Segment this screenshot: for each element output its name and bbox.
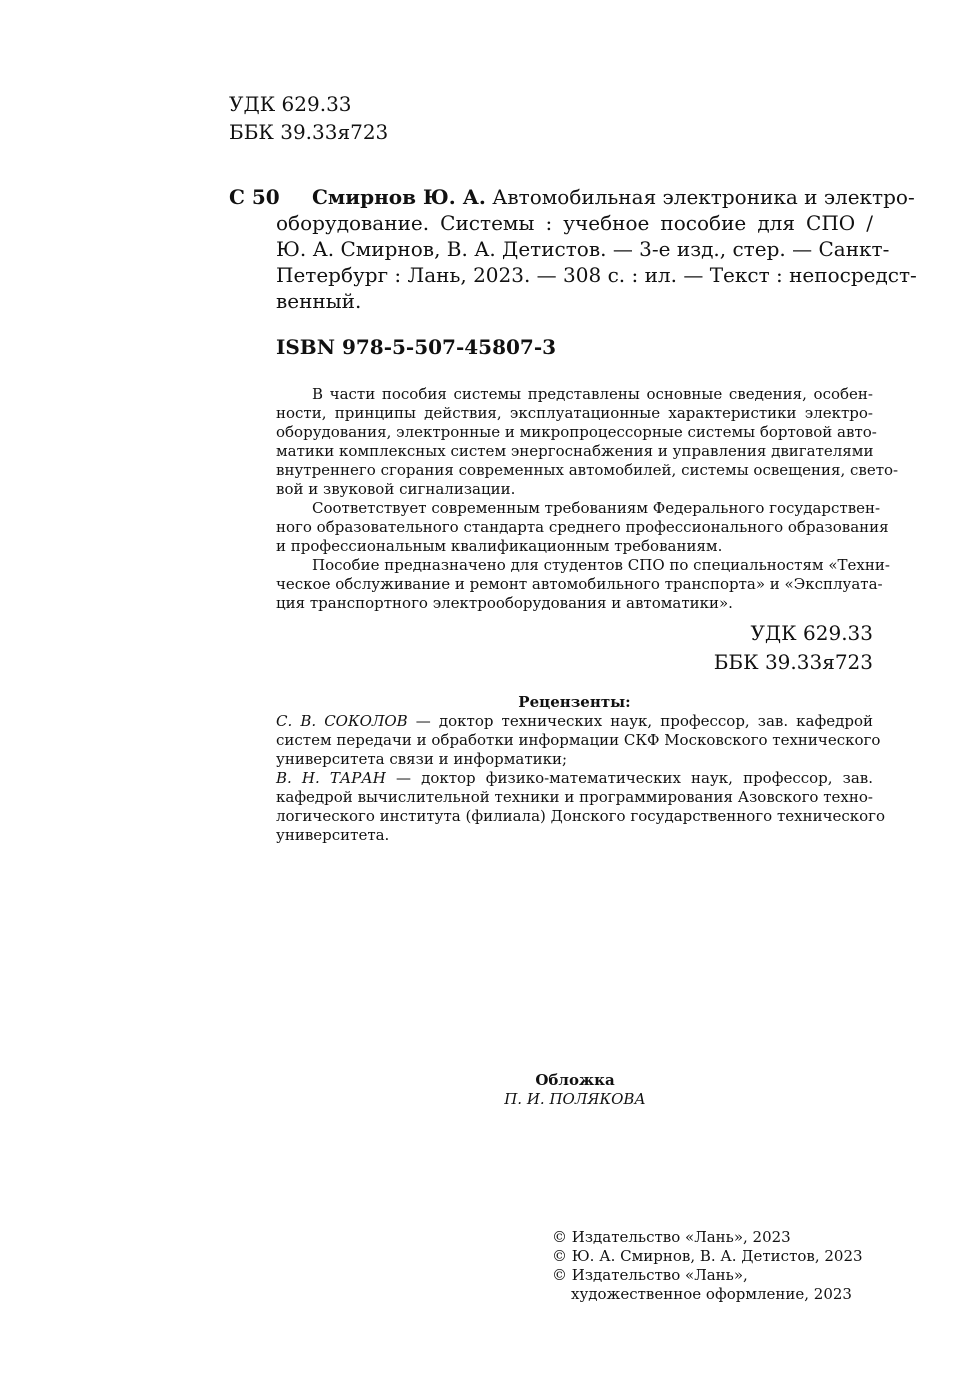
annotation-p3-line: ческое обслуживание и ремонт автомобильного транспорта» и «Эксплуата- — [276, 575, 883, 593]
header-classification — [229, 91, 388, 145]
citation-line-5: венный. — [276, 289, 362, 313]
annotation-p3-line: Пособие предназначено для студентов СПО по специальностям «Техни- — [312, 556, 890, 574]
reviewer-1-name: С. В. СОКОЛОВ — [276, 712, 408, 730]
citation-block — [276, 184, 917, 314]
footer-udk: УДК 629.33 — [750, 621, 873, 645]
copyright-line: художественное оформление, 2023 — [571, 1285, 852, 1303]
annotation-p1-line: матики комплексных систем энергоснабжения и управления двигателями — [276, 442, 874, 460]
annotation-p1-line: В части пособия системы представлены основные сведения, особен- — [312, 385, 873, 403]
annotation-p1-line: вой и звуковой сигнализации. — [276, 480, 516, 498]
reviewer-2-line: университета. — [276, 826, 390, 844]
copyright-block — [552, 1228, 863, 1304]
reviewer-2-line: кафедрой вычислительной техники и программирования Азовского техно- — [276, 788, 873, 806]
citation-author: Смирнов Ю. А. — [312, 185, 486, 209]
reviewer-2-line — [276, 769, 873, 788]
header-udk: УДК 629.33 — [229, 92, 352, 116]
cover-label: Обложка — [535, 1071, 615, 1089]
reviewer-1-line: университета связи и информатики; — [276, 750, 568, 768]
annotation-p1-line: ности, принципы действия, эксплуатационные характеристики электро- — [276, 404, 873, 422]
reviewer-2-name: В. Н. ТАРАН — [276, 769, 386, 787]
isbn: ISBN 978-5-507-45807-3 — [276, 335, 557, 359]
cover-designer: П. И. ПОЛЯКОВА — [504, 1090, 646, 1108]
header-bbk: ББК 39.33я723 — [229, 120, 389, 144]
annotation-p2-line: ного образовательного стандарта среднего профессионального образования — [276, 518, 889, 536]
copyright-line: © Издательство «Лань», 2023 — [552, 1228, 791, 1246]
citation-line-3: Ю. А. Смирнов, В. А. Детистов. — 3-е изд., стер. — Санкт- — [276, 237, 890, 261]
cover-credit — [475, 1071, 675, 1109]
annotation-p3-line: ция транспортного электрооборудования и автоматики». — [276, 594, 733, 612]
annotation-p2-line: Соответствует современным требованиям Федерального государствен- — [312, 499, 881, 517]
annotation-p1-line: внутреннего сгорания современных автомобилей, системы освещения, свето- — [276, 461, 899, 479]
reviewer-2-line: логического института (филиала) Донского государственного технического — [276, 807, 886, 825]
reviewer-2-title: — доктор физико-математических наук, профессор, зав. — [395, 769, 873, 787]
reviewer-1-line: систем передачи и обработки информации СКФ Московского технического — [276, 731, 881, 749]
copyright-line: © Ю. А. Смирнов, В. А. Детистов, 2023 — [552, 1247, 863, 1265]
citation-line-1 — [276, 184, 915, 210]
citation-line-4: Петербург : Лань, 2023. — 308 с. : ил. — Текст : непосредст- — [276, 263, 917, 287]
annotation-p2-line: и профессиональным квалификационным требованиям. — [276, 537, 723, 555]
footer-classification — [600, 620, 873, 675]
citation-title-start: Автомобильная электроника и электро- — [492, 185, 915, 209]
citation-line-2: оборудование. Системы : учебное пособие для СПО / — [276, 211, 873, 235]
footer-bbk: ББК 39.33я723 — [713, 650, 873, 674]
reviewer-1-title: — доктор технических наук, профессор, зав. кафедрой — [415, 712, 873, 730]
copyright-line: © Издательство «Лань», — [552, 1266, 748, 1284]
reviewers — [276, 693, 886, 845]
annotation — [276, 385, 899, 613]
citation-code: С 50 — [229, 185, 280, 209]
reviewers-heading: Рецензенты: — [518, 693, 631, 711]
annotation-p1-line: оборудования, электронные и микропроцессорные системы бортовой авто- — [276, 423, 877, 441]
reviewer-1-line — [276, 712, 873, 731]
